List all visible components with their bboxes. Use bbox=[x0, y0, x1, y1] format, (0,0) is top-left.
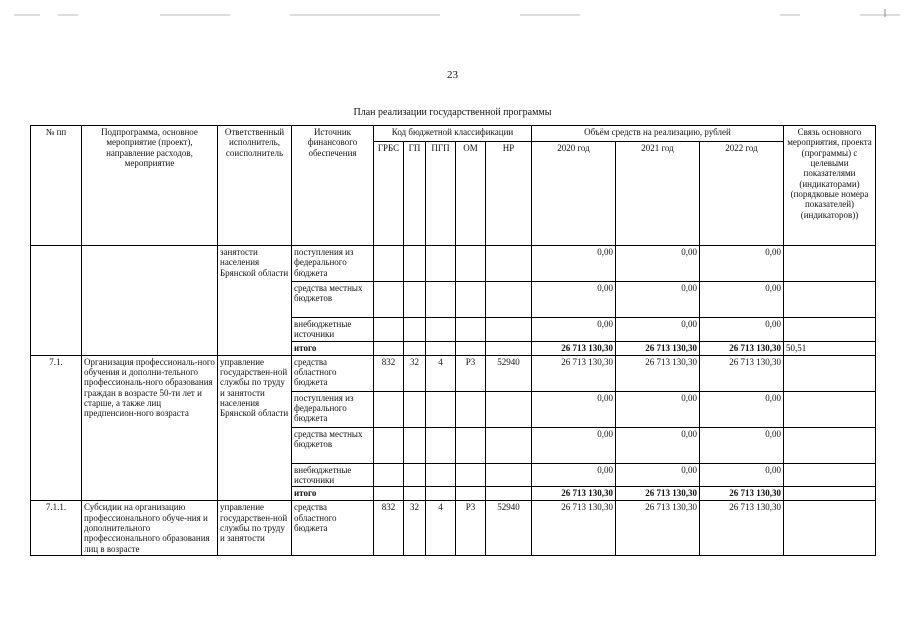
table-row bbox=[31, 501, 876, 556]
cell-2022: 0,00 bbox=[700, 463, 784, 487]
cell-grbs: 832 bbox=[374, 355, 404, 391]
cell-2022: 0,00 bbox=[700, 391, 784, 427]
cell-program bbox=[82, 246, 218, 356]
cell-2021: 26 713 130,30 bbox=[616, 501, 700, 556]
cell-2020: 0,00 bbox=[532, 427, 616, 463]
cell-om: Р3 bbox=[456, 501, 486, 556]
cell-source: внебюджетные источники bbox=[292, 463, 374, 487]
cell-source: поступления из федерального бюджета bbox=[292, 391, 374, 427]
cell-source-total: итого bbox=[292, 487, 374, 501]
cell-gp: 32 bbox=[404, 355, 426, 391]
header-2022: 2022 год bbox=[700, 142, 784, 246]
header-pgp: ПГП bbox=[426, 142, 456, 246]
cell-pgp: 4 bbox=[426, 501, 456, 556]
cell-nr: 52940 bbox=[486, 501, 532, 556]
cell-2020: 0,00 bbox=[532, 246, 616, 282]
cell-2022: 26 713 130,30 bbox=[700, 487, 784, 501]
cell-2022: 0,00 bbox=[700, 427, 784, 463]
cell-2022: 0,00 bbox=[700, 318, 784, 342]
cell-2022: 26 713 130,30 bbox=[700, 341, 784, 355]
cell-gp: 32 bbox=[404, 501, 426, 556]
header-grbs: ГРБС bbox=[374, 142, 404, 246]
header-2020: 2020 год bbox=[532, 142, 616, 246]
header-num: № пп bbox=[31, 126, 82, 246]
cell-2022: 0,00 bbox=[700, 246, 784, 282]
cell-executor: управление государствен-ной службы по труду и занятости населения Брянской области bbox=[218, 355, 292, 501]
cell-nr: 52940 bbox=[486, 355, 532, 391]
cell-source: поступления из федерального бюджета bbox=[292, 246, 374, 282]
cell-2020: 26 713 130,30 bbox=[532, 501, 616, 556]
cell-2022: 26 713 130,30 bbox=[700, 501, 784, 556]
cell-2021: 0,00 bbox=[616, 246, 700, 282]
cell-program: Субсидии на организацию профессионального обуче-ния и дополнительного профессионального образования лиц в возрасте bbox=[82, 501, 218, 556]
cell-2021: 26 713 130,30 bbox=[616, 355, 700, 391]
cell-source: средства местных бюджетов bbox=[292, 282, 374, 318]
cell-executor: управление государствен-ной службы по труду и занятости bbox=[218, 501, 292, 556]
cell-2020: 0,00 bbox=[532, 463, 616, 487]
cell-source: внебюджетные источники bbox=[292, 318, 374, 342]
page-number: 23 bbox=[447, 69, 458, 81]
cell-2020: 0,00 bbox=[532, 282, 616, 318]
cell-2021: 26 713 130,30 bbox=[616, 341, 700, 355]
cell-2021: 0,00 bbox=[616, 391, 700, 427]
header-nr: НР bbox=[486, 142, 532, 246]
header-2021: 2021 год bbox=[616, 142, 700, 246]
header-budget-classification: Код бюджетной классификации bbox=[374, 126, 532, 142]
cell-num bbox=[31, 246, 82, 356]
scan-artifact-line bbox=[0, 8, 905, 22]
cell-2021: 26 713 130,30 bbox=[616, 487, 700, 501]
cell-2022: 0,00 bbox=[700, 282, 784, 318]
header-executor: Ответственный исполнитель, соисполнитель bbox=[218, 126, 292, 246]
cell-2020: 26 713 130,30 bbox=[532, 487, 616, 501]
cell-2021: 0,00 bbox=[616, 463, 700, 487]
cell-source: средства областного бюджета bbox=[292, 501, 374, 556]
header-source: Источник финансового обеспечения bbox=[292, 126, 374, 246]
header-link: Связь основного мероприятия, проекта (программы) с целевыми показателями (индикаторами) (порядковые номера показателей) (индикаторов)) bbox=[784, 126, 876, 246]
cell-executor: занятости населения Брянской области bbox=[218, 246, 292, 356]
header-row-1 bbox=[31, 126, 876, 142]
cell-2020: 26 713 130,30 bbox=[532, 341, 616, 355]
cell-num: 7.1. bbox=[31, 355, 82, 501]
cell-link: 50,51 bbox=[784, 341, 876, 355]
cell-2022: 26 713 130,30 bbox=[700, 355, 784, 391]
cell-pgp: 4 bbox=[426, 355, 456, 391]
cell-2021: 0,00 bbox=[616, 282, 700, 318]
table-row bbox=[31, 246, 876, 282]
cell-2020: 0,00 bbox=[532, 318, 616, 342]
cell-2021: 0,00 bbox=[616, 427, 700, 463]
plan-table bbox=[30, 125, 876, 556]
cell-program: Организация профессиональ-ного обучения и дополни-тельного профессиональ-ного образования граждан в возрасте 50-ти лет и старше, а также лиц предпенсион-ного возраста bbox=[82, 355, 218, 501]
cell-om: Р3 bbox=[456, 355, 486, 391]
cell-source: средства областного бюджета bbox=[292, 355, 374, 391]
cell-2020: 26 713 130,30 bbox=[532, 355, 616, 391]
cell-2021: 0,00 bbox=[616, 318, 700, 342]
cell-grbs: 832 bbox=[374, 501, 404, 556]
cell-source: средства местных бюджетов bbox=[292, 427, 374, 463]
table-title: План реализации государственной программы bbox=[353, 107, 552, 118]
header-program: Подпрограмма, основное мероприятие (проект), направление расходов, мероприятие bbox=[82, 126, 218, 246]
header-gp: ГП bbox=[404, 142, 426, 246]
table-row bbox=[31, 355, 876, 391]
header-volume: Объём средств на реализацию, рублей bbox=[532, 126, 784, 142]
header-om: ОМ bbox=[456, 142, 486, 246]
cell-num: 7.1.1. bbox=[31, 501, 82, 556]
cell-source-total: итого bbox=[292, 341, 374, 355]
cell-2020: 0,00 bbox=[532, 391, 616, 427]
